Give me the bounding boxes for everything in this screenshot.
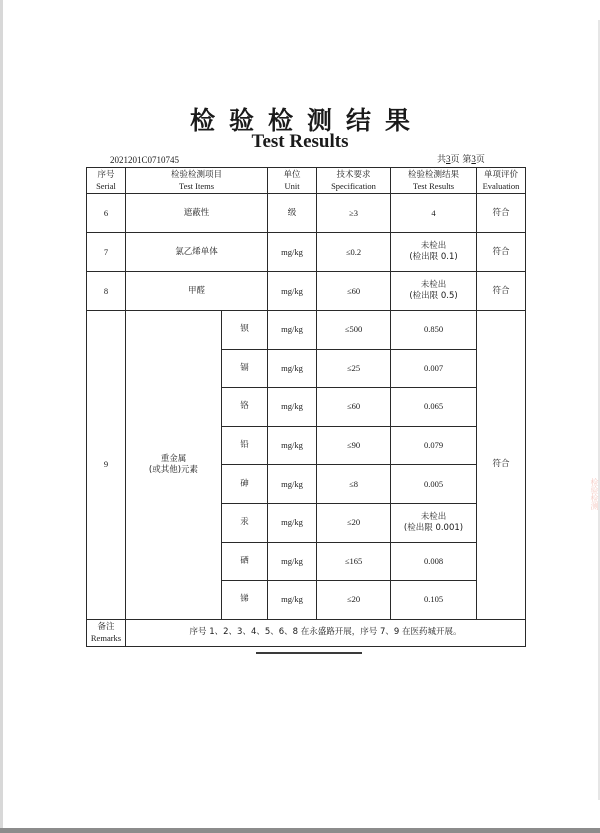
- spec-cell: ≤0.2: [317, 233, 391, 272]
- spec-cell: ≤60: [317, 388, 391, 427]
- page-count-current: 3: [471, 154, 476, 164]
- serial-cell: 7: [87, 233, 126, 272]
- item-cell: 甲醛: [126, 272, 268, 311]
- serial-cell: 8: [87, 272, 126, 311]
- evaluation-cell: 符合: [477, 233, 526, 272]
- document-title-chinese: 检验检测结果: [189, 106, 424, 135]
- unit-cell: mg/kg: [268, 426, 317, 465]
- spec-cell: ≤20: [317, 503, 391, 542]
- spec-cell: ≥3: [317, 194, 391, 233]
- header-serial: 序号 Serial: [87, 168, 126, 194]
- spec-cell: ≤8: [317, 465, 391, 504]
- evaluation-cell: 符合: [477, 194, 526, 233]
- unit-cell: mg/kg: [268, 349, 317, 388]
- result-cell: 未检出 (检出限 0.1): [391, 233, 477, 272]
- element-name-cell: 铬: [222, 388, 268, 427]
- spec-cell: ≤20: [317, 581, 391, 620]
- spec-cell: ≤165: [317, 542, 391, 581]
- serial-cell: 6: [87, 194, 126, 233]
- evaluation-cell: 符合: [477, 272, 526, 311]
- serial-cell: 9: [87, 311, 126, 620]
- report-number: 2021201C0710745: [110, 155, 180, 165]
- unit-cell: mg/kg: [268, 311, 317, 350]
- table-header-row: [87, 168, 526, 194]
- test-results-table: [86, 167, 526, 647]
- result-cell: 0.008: [391, 542, 477, 581]
- element-name-cell: 砷: [222, 465, 268, 504]
- remarks-row: [87, 619, 526, 646]
- result-cell: 0.079: [391, 426, 477, 465]
- unit-cell: mg/kg: [268, 272, 317, 311]
- document-title-english: Test Results: [251, 131, 349, 152]
- evaluation-cell: 符合: [477, 311, 526, 620]
- result-cell: 0.850: [391, 311, 477, 350]
- result-cell: 4: [391, 194, 477, 233]
- element-name-cell: 铅: [222, 426, 268, 465]
- unit-cell: mg/kg: [268, 581, 317, 620]
- element-name-cell: 钡: [222, 311, 268, 350]
- stamp-watermark: 检验检测: [590, 478, 599, 510]
- table-row: [87, 194, 526, 233]
- remarks-text: 序号 1、2、3、4、5、6、8 在永盛路开展，序号 7、9 在医药城开展。: [126, 619, 526, 646]
- result-cell: 未检出 (检出限 0.001): [391, 503, 477, 542]
- element-name-cell: 锑: [222, 581, 268, 620]
- header-evaluation: 单项评价 Evaluation: [477, 168, 526, 194]
- item-cell-heavy-metal: 重金属 (或其他)元素: [126, 311, 222, 620]
- page-count-suffix: 页: [475, 155, 485, 165]
- result-cell: 0.007: [391, 349, 477, 388]
- table-row: [87, 233, 526, 272]
- spec-cell: ≤90: [317, 426, 391, 465]
- unit-cell: mg/kg: [268, 388, 317, 427]
- unit-cell: mg/kg: [268, 233, 317, 272]
- header-unit: 单位 Unit: [268, 168, 317, 194]
- element-name-cell: 汞: [222, 503, 268, 542]
- unit-cell: mg/kg: [268, 503, 317, 542]
- item-cell: 氯乙烯单体: [126, 233, 268, 272]
- table-row: [87, 272, 526, 311]
- header-test-items: 检验检测项目 Test Items: [126, 168, 268, 194]
- table-row-heavy-metal: [87, 311, 526, 350]
- spec-cell: ≤60: [317, 272, 391, 311]
- unit-cell: mg/kg: [268, 465, 317, 504]
- result-cell: 未检出 (检出限 0.5): [391, 272, 477, 311]
- result-cell: 0.065: [391, 388, 477, 427]
- page-count: [437, 152, 485, 165]
- unit-cell: mg/kg: [268, 542, 317, 581]
- spec-cell: ≤500: [317, 311, 391, 350]
- result-cell: 0.105: [391, 581, 477, 620]
- page-count-mid: 页 第: [450, 155, 472, 165]
- result-cell: 0.005: [391, 465, 477, 504]
- page-bottom-edge: [0, 828, 600, 833]
- header-specification: 技术要求 Specification: [317, 168, 391, 194]
- item-cell: 遮蔽性: [126, 194, 268, 233]
- spec-cell: ≤25: [317, 349, 391, 388]
- unit-cell: 级: [268, 194, 317, 233]
- remarks-label: 备注 Remarks: [87, 619, 126, 646]
- element-name-cell: 硒: [222, 542, 268, 581]
- bottom-rule: [256, 652, 362, 654]
- element-name-cell: 镉: [222, 349, 268, 388]
- page-count-prefix: 共: [437, 155, 447, 165]
- page-count-total: 3: [446, 154, 451, 164]
- header-test-results: 检验检测结果 Test Results: [391, 168, 477, 194]
